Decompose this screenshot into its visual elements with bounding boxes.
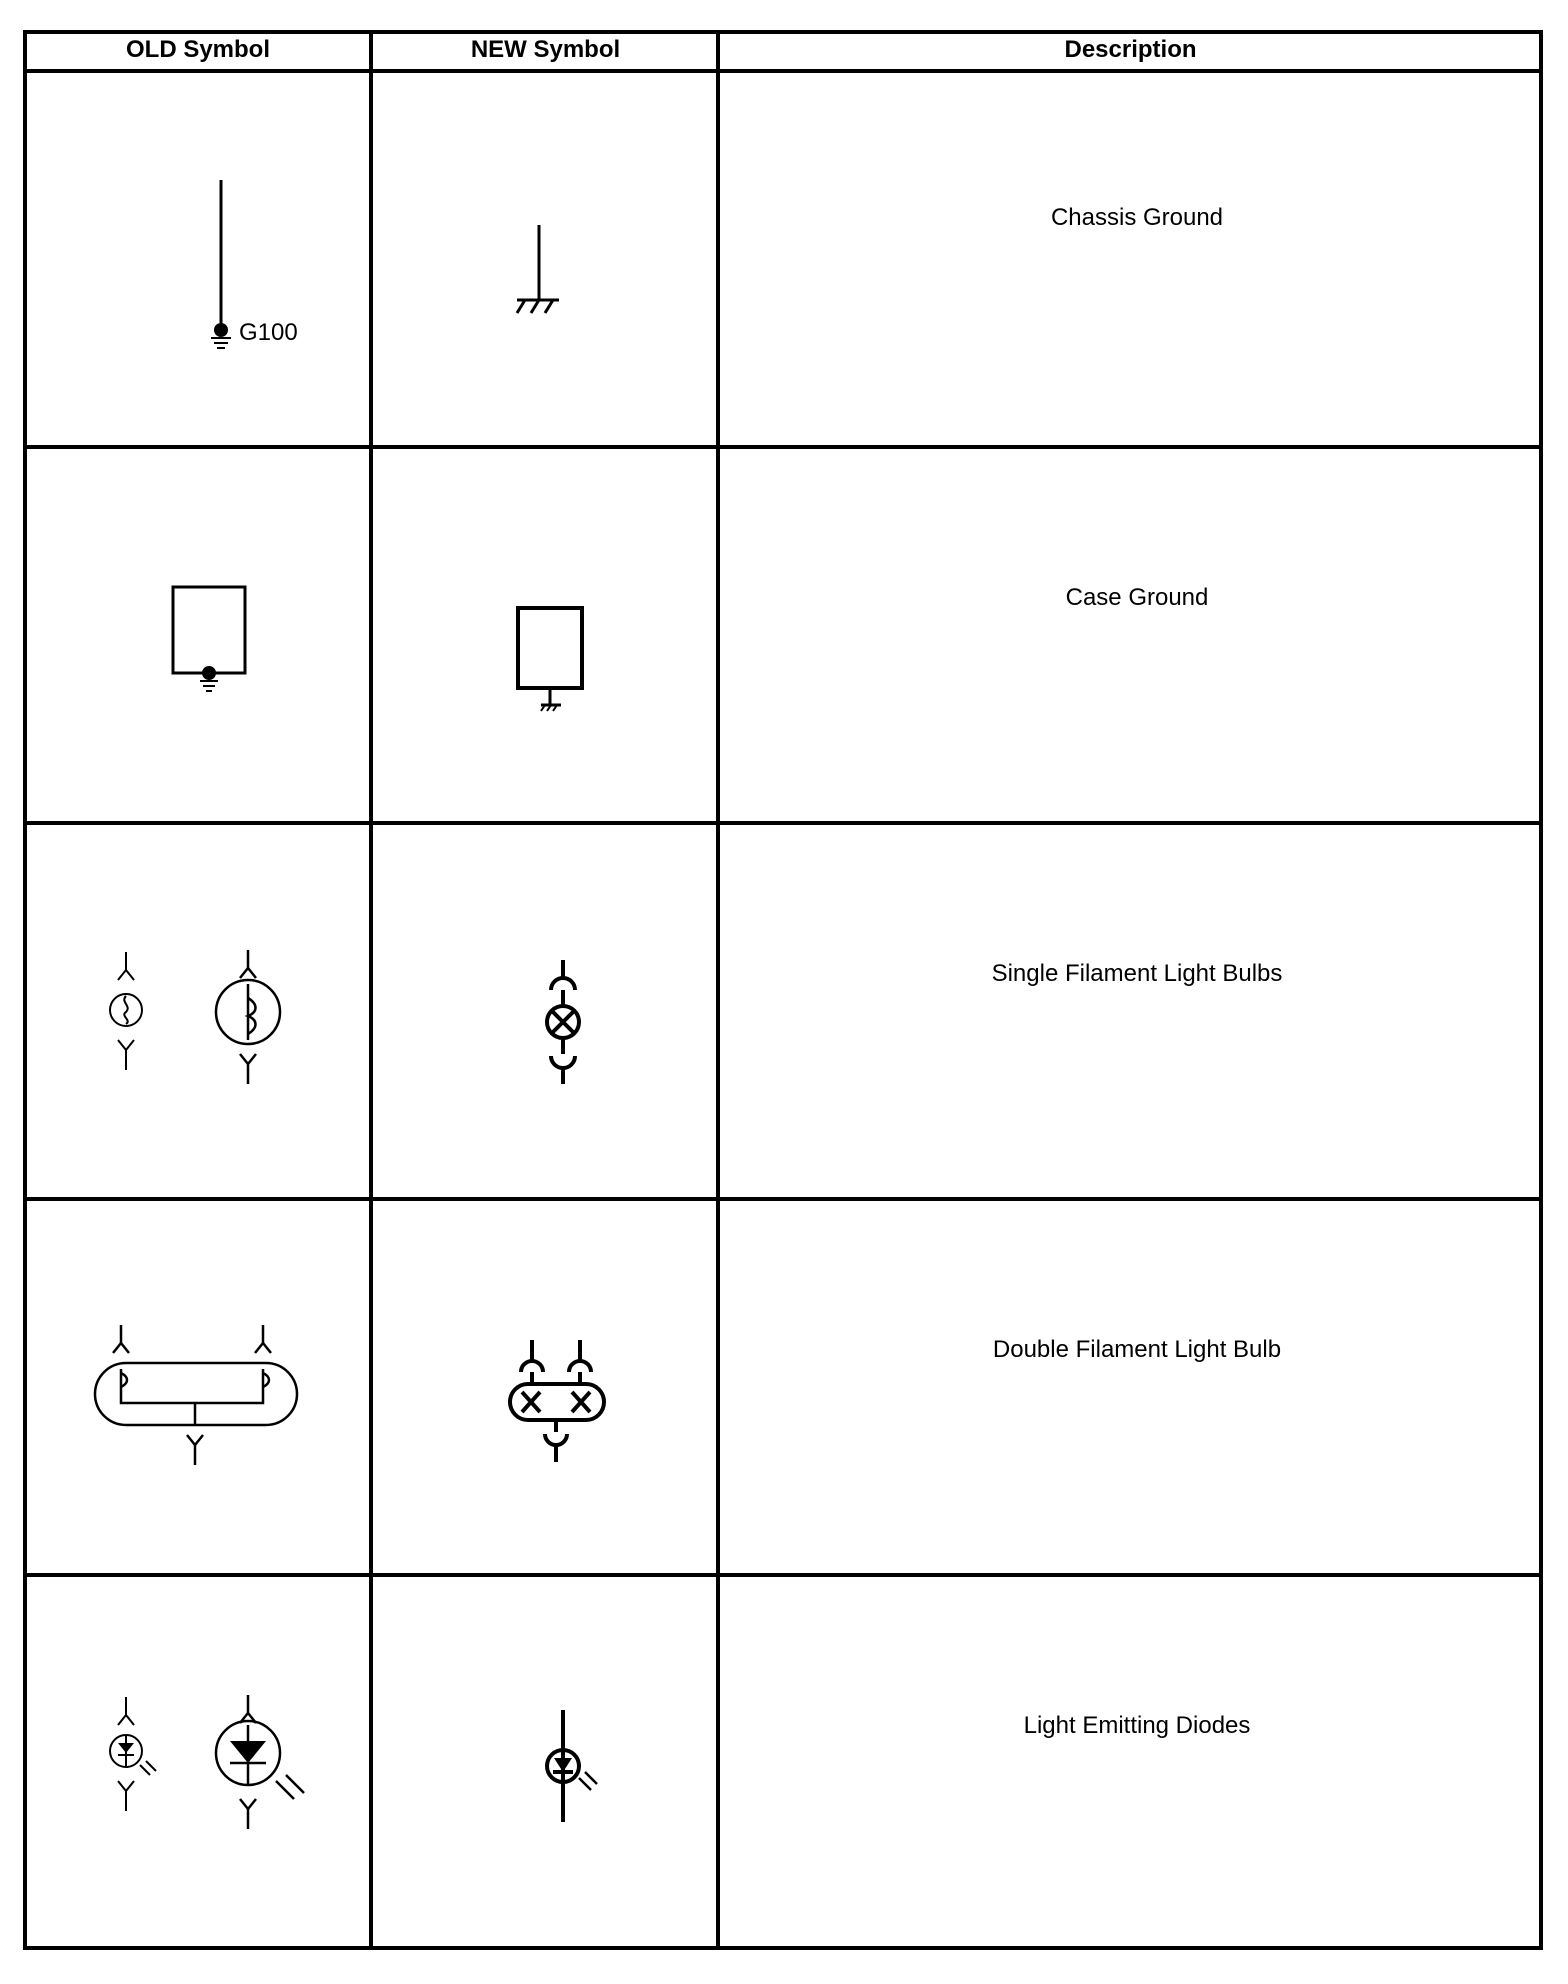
led-new-icon (533, 1710, 613, 1830)
description-chassis-ground: Chassis Ground (1050, 204, 1224, 231)
case-ground-new-icon (513, 605, 603, 715)
led-old-icon (98, 1695, 338, 1835)
chassis-ground-old-label: G100 (239, 319, 298, 346)
description-light-emitting-diodes: Light Emitting Diodes (1023, 1712, 1251, 1739)
chassis-ground-new-icon (503, 225, 623, 315)
chassis-ground-old-icon (173, 180, 313, 350)
double-filament-bulb-new-icon (508, 1340, 618, 1480)
description-double-filament-bulb: Double Filament Light Bulb (992, 1336, 1282, 1363)
case-ground-old-icon (161, 585, 251, 695)
single-filament-bulb-new-icon (533, 960, 593, 1090)
header-new-symbol: NEW Symbol (470, 36, 621, 63)
symbol-table (23, 30, 1543, 1950)
double-filament-bulb-old-icon (93, 1325, 313, 1465)
header-old-symbol: OLD Symbol (125, 36, 270, 63)
header-description: Description (1064, 36, 1197, 63)
description-case-ground: Case Ground (1065, 584, 1209, 611)
description-single-filament-bulbs: Single Filament Light Bulbs (991, 960, 1283, 987)
single-filament-bulb-old-icon (98, 950, 318, 1090)
